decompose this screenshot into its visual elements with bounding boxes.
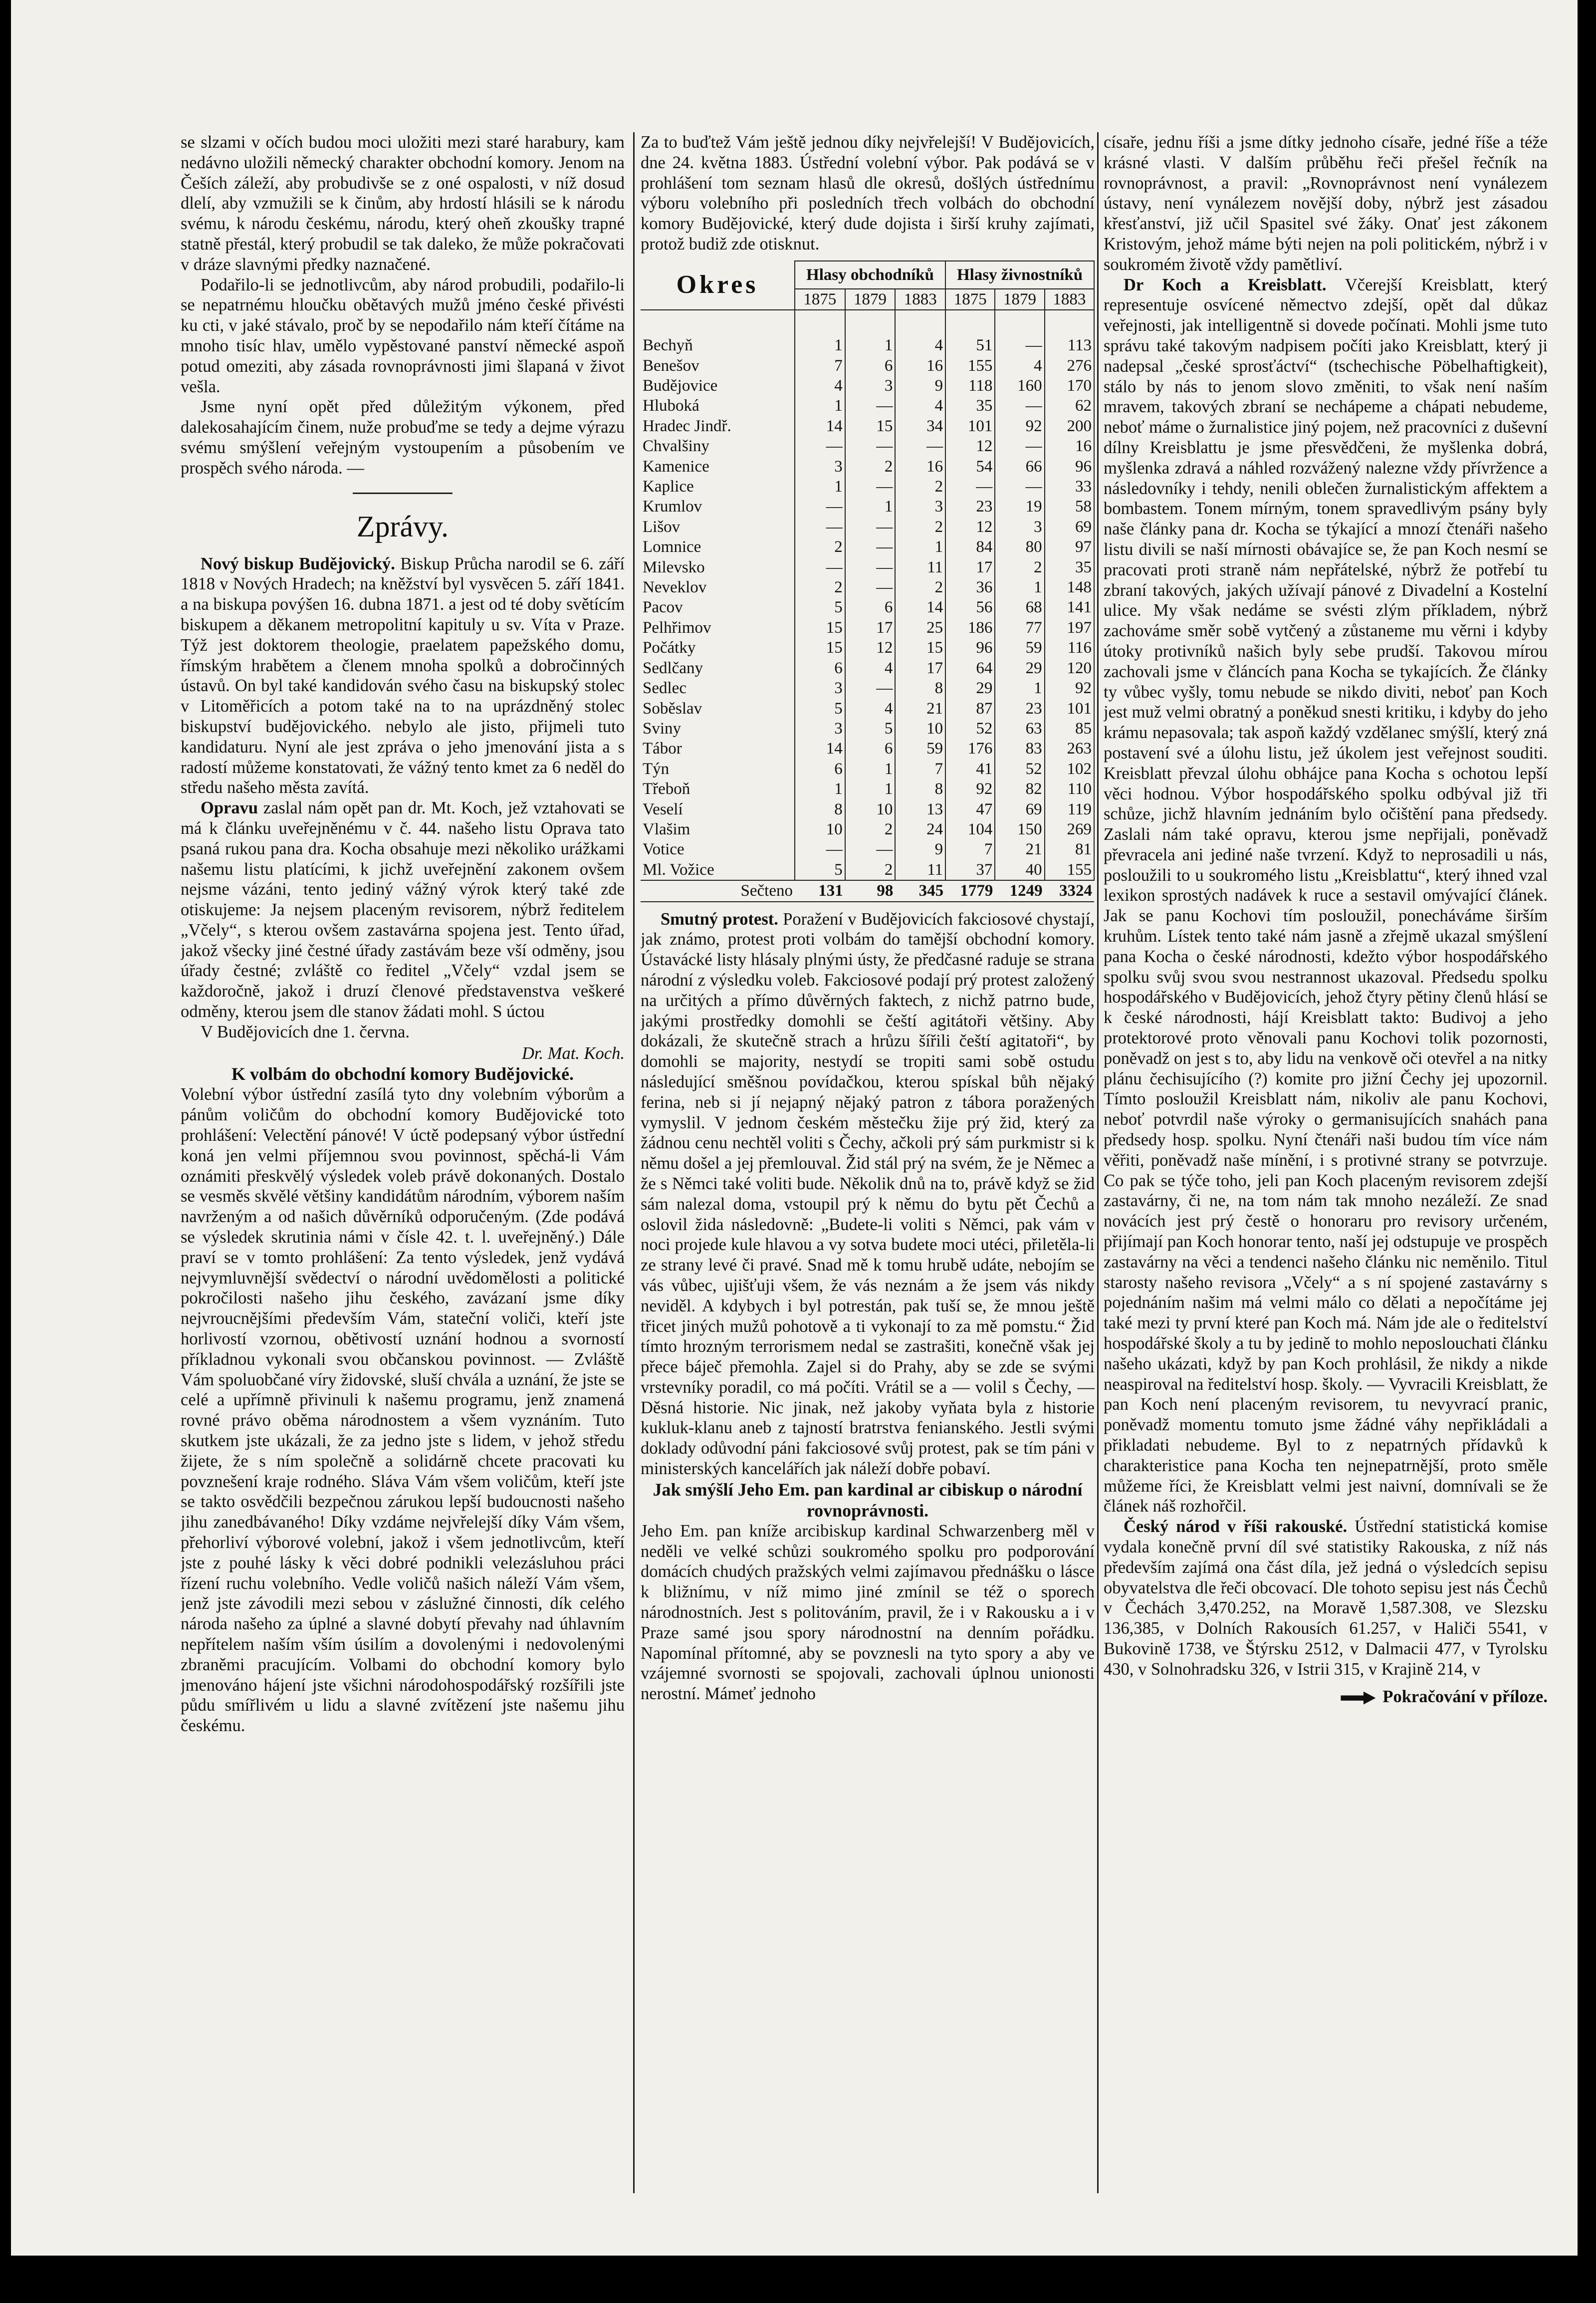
table-cell-value: 176 [945, 739, 995, 759]
table-cell-value: 25 [895, 618, 945, 638]
table-cell-value: 200 [1045, 416, 1094, 436]
table-cell-value: 69 [1045, 517, 1094, 537]
table-cell-value: 63 [995, 719, 1044, 739]
table-row [641, 618, 1094, 638]
table-cell-value: 113 [1045, 335, 1094, 355]
table-cell-value: 1 [845, 759, 896, 779]
table-cell-value: 64 [945, 658, 995, 678]
table-cell-value: 5 [795, 597, 845, 617]
table-header-year: 1875 [795, 289, 845, 310]
table-cell-value: — [845, 537, 896, 557]
table-cell-value: 1 [795, 477, 845, 497]
table-cell-value: 14 [895, 597, 945, 617]
table-cell-value: 40 [995, 860, 1044, 880]
table-cell-value: 15 [795, 638, 845, 658]
table-header-year: 1879 [845, 289, 896, 310]
paragraph-opening: se slzami v očích budou moci uložiti mezi staré harabury, kam nedávno uložili německý charakter obchodní komory. Jenom na Češích záleží, aby probudivše se z oné ospalosti, v níž dosud dlelí, aby vzmužili se k činům, aby hrdostí hlásili se k národu svému, k národu českému, národu, který oheň zkoušky trapné statně přestál, který probudil se tak daleko, že může pokračovati v dráze slavnými předky naznačené. [181, 133, 625, 274]
table-cell-value: — [995, 396, 1044, 416]
table-cell-okres: Chvalšiny [641, 436, 795, 456]
table-row [641, 356, 1094, 376]
table-cell-value: 96 [945, 638, 995, 658]
table-cell-value: 197 [1045, 618, 1094, 638]
table-cell-value: 19 [995, 497, 1044, 516]
table-cell-value: 1 [995, 577, 1044, 597]
table-cell-value: 4 [795, 376, 845, 396]
table-row [641, 436, 1094, 456]
table-cell-value: 83 [995, 739, 1044, 759]
table-sum-cell: 1779 [945, 880, 995, 901]
table-cell-okres: Benešov [641, 356, 795, 376]
table-cell-okres: Milevsko [641, 557, 795, 577]
table-row [641, 376, 1094, 396]
article-body: Poražení v Budějovicích fakciosové chystají, jak známo, protest proti volbám do tamější obchodní komory. Ústavácké listy hlásaly plnými ústy, že předčasné raduje se strana národní z výsledku voleb. Fakciosové podají prý protest založený na určitých a přímo důvěrných faktech, z nichž patrno bude, jakými prostředky domohli se čeští agitátoři většiny. Aby dokázali, že skutečně strach a hrůzu šířili čeští agitatoři“, by domohli se majority, nestydí se tropiti sami sobě ostudu následující směšnou povídačkou, kterou spískal bůh nějaký ferina, neb si jí nejapný nějaký patron z tábora poražených vymyslil. V jednom českém městečku žije prý žid, který za žádnou cenu nechtěl voliti s Čechy, ačkoli prý sám purkmistr si k němu došel a jej přemlouval. Žid stál prý na svém, že je Němec a že s Němci také voliti bude. Několik dnů na to, právě když se žid sám nalezal doma, vstoupil prý k němu do bytu pět Čechů a oslovil žida následovně: „Budete-li voliti s Němci, pak vám v noci projede kule hlavou a vy sotva budete moci utéci, přiletěla-li ze strany levé či pravé. Snad mě k tomu hrubě udáte, nebojím se vás vůbec, ujišťuji všem, že vás neznám a že jsem vás nikdy neviděl. A kdybych i byl potrestán, pak tuší se, že mnou ještě třicet jiných mužů pohotově a ti vykonají to za mě pomstu.“ Žid tímto hrozným terrorismem nedal se zastrašiti, konečně však jej přece báječ přemohla. Zajel si do Prahy, aby se zde se svými vrstevníky poradil, co má počíti. Vrátil se a — volil s Čechy, — Děsná historie. Nic jinak, než jakoby vyňata byla z historie kukluk-klanu aneb z tajností bratrstva fenianského. Jestli svými doklady odůvodní páni fakciosové svůj protest, pak se tím páni v ministerských kancelářích jak náleží dobře pobaví. [641, 909, 1095, 1479]
table-cell-okres: Počátky [641, 638, 795, 658]
paragraph-vyzva: Jsme nyní opět před důležitým výkonem, před dalekosahajícím činem, nuže probuďme se tedy a dejme výrazu svému smýšlení veřejným vystoupením a působením ve prospěch svého národa. — [181, 397, 625, 478]
table-header-okres: Okres [641, 261, 795, 310]
table-cell-value: 6 [845, 739, 896, 759]
table-row [641, 638, 1094, 658]
table-cell-value: 8 [895, 779, 945, 799]
table-row [641, 335, 1094, 355]
table-cell-value: 29 [995, 658, 1044, 678]
table-cell-value: 6 [845, 597, 896, 617]
table-cell-value: 52 [945, 719, 995, 739]
table-row [641, 658, 1094, 678]
table-cell-value: 15 [795, 618, 845, 638]
table-cell-value: — [945, 477, 995, 497]
table-cell-value: 150 [995, 819, 1044, 839]
table-cell-value: 23 [945, 497, 995, 516]
column-left [181, 132, 625, 2208]
table-cell-value: 119 [1045, 799, 1094, 819]
table-row [641, 719, 1094, 739]
paragraph-dekovani: Za to buďtež Vám ještě jednou díky nejvřelejší! V Budějovicích, dne 24. května 1883. Ústřední volební výbor. Pak podává se v prohlášení tom seznam hlasů dle okresů, došlých ústřednímu výboru volebního při posledních třech volbách do obchodní komory Budějovické, který dude dojista i širší kruhy zajímati, protož budiž zde otisknut. [641, 133, 1095, 254]
table-cell-value: 92 [995, 416, 1044, 436]
table-row [641, 759, 1094, 779]
article-heading: Český národ v říši rakouské. [1124, 1517, 1348, 1536]
table-cell-okres: Krumlov [641, 497, 795, 516]
table-cell-value: 2 [895, 477, 945, 497]
table-cell-value: 269 [1045, 819, 1094, 839]
paragraph-rovnopravnost: císaře, jednu říši a jsme dítky jednoho císaře, jedné říše a téže krásné vlasti. V dalším průběhu řeči přešel řečník na rovnoprávnost, a pravil: „Rovnoprávnost není vynálezem ústavy, není vynálezem novější doby, nýbrž jest zásadou křesťanství, již učil Spasitel své žáky. Onať jest zákonem Kristovým, jehož máme býti nejen na poli politickém, nýbrž i v soukromém životě vždy pamětliví. [1104, 133, 1548, 274]
table-cell-okres: Sviny [641, 719, 795, 739]
table-cell-value: 2 [845, 457, 896, 477]
table-cell-value: — [845, 557, 896, 577]
table-cell-okres: Hluboká [641, 396, 795, 416]
table-cell-value: 35 [945, 396, 995, 416]
table-sum-cell: 345 [895, 880, 945, 901]
table-cell-value: 3 [895, 497, 945, 516]
table-cell-value: 51 [945, 335, 995, 355]
table-cell-value: 92 [1045, 678, 1094, 698]
article-smutny-protest [641, 909, 1095, 1479]
table-cell-value: 6 [795, 759, 845, 779]
table-cell-value: 3 [795, 719, 845, 739]
section-divider [353, 493, 453, 494]
table-cell-value: 96 [1045, 457, 1094, 477]
table-cell-value: 1 [795, 779, 845, 799]
table-cell-value: 8 [895, 678, 945, 698]
table-cell-value: 5 [845, 719, 896, 739]
table-cell-value: 155 [1045, 860, 1094, 880]
table-sum-cell: 131 [795, 880, 845, 901]
table-row [641, 396, 1094, 416]
table-cell-value: 81 [1045, 839, 1094, 859]
table-cell-value: 58 [1045, 497, 1094, 516]
table-cell-value: 82 [995, 779, 1044, 799]
table-cell-okres: Pelhřimov [641, 618, 795, 638]
table-row [641, 477, 1094, 497]
table-cell-value: — [895, 436, 945, 456]
column-middle [641, 132, 1095, 2208]
table-cell-value: 263 [1045, 739, 1094, 759]
table-cell-value: 110 [1045, 779, 1094, 799]
table-cell-value: 21 [895, 699, 945, 719]
table-cell-value: 34 [895, 416, 945, 436]
table-cell-value: 97 [1045, 537, 1094, 557]
table-cell-value: 12 [945, 436, 995, 456]
table-cell-value: 2 [845, 819, 896, 839]
table-cell-okres: Votice [641, 839, 795, 859]
table-row [641, 779, 1094, 799]
table-cell-okres: Neveklov [641, 577, 795, 597]
table-cell-value: 17 [895, 658, 945, 678]
table-cell-okres: Lišov [641, 517, 795, 537]
pointing-hand-icon [1341, 1692, 1375, 1705]
table-cell-value: — [995, 335, 1044, 355]
table-row [641, 699, 1094, 719]
table-cell-value: 56 [945, 597, 995, 617]
table-row [641, 799, 1094, 819]
table-cell-value: 54 [945, 457, 995, 477]
article-body: Včerejší Kreisblatt, který representuje osvícené němectvo zdejší, opět dal důkaz veřejnosti, jak intelligentně si dovede počínati. Mohli jsme tuto správu také takovým nadpisem počíti jako Kreisblatt, který ji nadepsal „české sprosťáctví“ (tschechische Pöbelhaftigkeit), stálo by nás to jenom slovo změniti, to však není naším mravem, takových zbraní se nechápeme a chápati nebudeme, neboť máme o žurnalistice jiný pojem, než pracovníci z duševní dílny Kreisblattu je jsme přesvědčeni, že myšlenka dobrá, myšlenka zdravá a náhled rozvážený nalezne vždy přívržence a následovníky i tehdy, nenili oblečen žurnalistickým affektem a bombastem. Tonem mírným, tonem spravedlivým psány byly naše články pana dr. Kocha se týkající a mnozí čtenáři našeho listu divili se naší mírnosti obávajíce se, že pan Koch nesmí se pracovati proti straně nám nepřátelské, nýbrž že potřebí tu zbraní takových, jakých užívají pánové z Divadelní a Kostelní ulice. My však nedáme se svésti zlým příkladem, nýbrž zachováme směr sobě vytčený a zůstaneme mu věrni i kdyby útoky protivníků našich byly sebe prudší. Takovou mírou zachovali jsme v článcích pana Kocha se tykajících. Že články ty vůbec vyšly, tomu nebude se nikdo diviti, neboť pan Koch jest muž velmi obratný a poněkud snesti kritiku, i kdyby do jeho krámu nepasovala; tak aspoň každý vzdělanec smýšlí, který zná postavení své a úlohu listu, jež úkolem jest veřejnost souditi. Kreisblatt převzal úlohu obhájce pana Kocha s ochotou lepší věci hodnou. Výbor hospodářského spolku odbýval již tři schůze, jichž hlavním jednáním bylo očištění pana předsedy. Zaslali nám také opravu, kterou jsme nepřijali, poněvadž převracela ani jediné naše tvrzení. Když to neprosadili u nás, posloužili to u soukromého listu „Kreisblattu“, který ihned vzal lexikon sprostých nadávek k ruce a sestavil omývající článek. Jak se panu Kochovi tím posloužil, ponecháváme širším kruhům. Lístek tento také nám jasně a zřejmě ukazal smýšlení pana Kocha o české národnosti, kdežto výbor hospodářského spolku svůj svou svou nestrannost ukazoval. Předsedu spolku hospodářského v Budějovicích, jehož čtyry pětiny členů hlásí se k české národnosti, hájí Kreisblatt takto: Budivoj a jeho protektorové proto věnovali panu Kochovi tolik pozornosti, poněvadž on jest s to, aby lidu na venkově oči otevřel a na nitky plánu čechisujícího (?) komite pro jižní Čechy jej upozornil. Tímto posloužil Kreisblatt nám, nikoliv ale panu Kochovi, neboť potvrdil naše výroky o germanisujících snahách pana předsedy hosp. spolku. Nyní čtenáři naši budou tím více nám věřiti, poněvadž naše mínění, i s protivné strany se potvrzuje. Co pak se týče toho, jeli pan Koch placeným revisorem zdejší zastavárny, či ne, na tom nám tak mnoho nezáleží. Ze snad novácích jest prý čestě o honoraru pro revisory určeném, přijímají pan Koch honorar tento, naší jej odstupuje ve prospěch zastavárny na věci a tendenci našeho článku nic neměnilo. Titul starosty našeho revisora „Včely“ a s ní spojené zastavárny s pojednáním našim má velmi málo co dělati a nepočítáme jej také mezi ty první které pan Koch má. Nám jde ale o ředitelství hospodářské školy a tu by jedině to mohlo neposlouchati článku našeho ukázati, když by pan Koch prohlásil, že nikdy a nikde neaspiroval na ředitelství hosp. školy. — Vyvracili Kreisblatt, že pan Koch není placeným revisorem, tu nevyvrací pranic, poněvadž momentu tomuto jsme žádné váhy nepřikládali a přikladati nebudeme. Byl to z nepatrných přídavků k charakteristice pana Kocha ten nejnepatrnější, proto směle můžeme říci, že Kreisblatt velmi jest naivní, domnívali se že článek náš rozhořčil. [1104, 275, 1548, 1516]
table-cell-value: 160 [995, 376, 1044, 396]
table-header-zivnostniku: Hlasy živnostníků [945, 261, 1094, 289]
table-row [641, 839, 1094, 859]
article-volby: Volební výbor ústřední zasílá tyto dny volebním výborům a pánům voličům do obchodní komory Budějovické toto prohlášení: Velectění pánové! V úctě podepsaný výbor ústřední koná jen velmi příjemnou svou povinnost, spěchá-li Vám oznámiti přeskvělý výsledek voleb právě dokonaných. Dostalo se vesměs skvělé většiny kandidátům národním, výborem naším navrženým a od našich důvěrníků odporučeným. (Zde podává se výsledek skrutinia námi v čísle 42. t. l. uveřejněný.) Dále praví se v tomto prohlášení: Za tento výsledek, jenž vydává nejvymluvnější svědectví o národní uvědomělosti a politické pokročilosti našeho jihu českého, zavázaní jsme díky nejvroucnějšími především Vám, stateční voliči, kteří jste horlivostí vzornou, obětivostí uznání hodnou a svorností příkladnou vykonali svou občanskou povinnost. — Zvláště Vám spoluobčané víry židovské, sluší chvála a uznání, že jste se celé a upřímně přivinuli k našemu programu, jenž znamená rovné právo oběma národnostem a všem vyznáním. Tuto skutkem jste ukázali, že za jedno jste s lidem, v jehož středu žijete, že s ním společně a solidárně chcete pracovati ku povznešení kraje rodného. Sláva Vám všem voličům, kteří jste se takto osvědčili bezpečnou zárukou lepší budoucnosti našeho jihu zanedbávaného! Díky vzdáme nejvřelejší díky Vám všem, přehorliví výborové volební, jakož i všem jednotlivcům, kteří jste z pouhé lásky k věci dobré podnikli velezásluhou práci řízení ruchu volebního. Vedle voličů našich náleží Vám všem, jenž jste závodili mezi sebou v záslužné činnosti, dík celého národa našeho za úplné a slavné dobytí převahy nad úhlavním nepřítelem naším vším úsilím a dovolenými i nedovolenými zbraněmi pracujícím. Volbami do obchodní komory bylo jmenováno hájení jste všichni národohospodářský rozšířili jste půdu smířlivém u lidu a slavné zvítězení jste našemu jihu českému. [181, 1085, 625, 1736]
table-cell-value: 14 [795, 416, 845, 436]
article-heading-kardinal: Jak smýšlí Jeho Em. pan kardinal ar cibiskup o národní rovnoprávnosti. [653, 1479, 1083, 1521]
table-cell-value: 87 [945, 699, 995, 719]
scan-border [0, 2256, 1596, 2303]
table-cell-value: 29 [945, 678, 995, 698]
table-cell-value: — [995, 477, 1044, 497]
table-cell-value: 10 [845, 799, 896, 819]
table-cell-value: 8 [795, 799, 845, 819]
table-body [641, 310, 1094, 880]
table-cell-value: 6 [795, 658, 845, 678]
table-cell-value: 35 [1045, 557, 1094, 577]
table-cell-value: 1 [795, 335, 845, 355]
table-cell-value: 9 [895, 376, 945, 396]
table-cell-value: 80 [995, 537, 1044, 557]
table-row [641, 739, 1094, 759]
table-cell-value: 104 [945, 819, 995, 839]
table-cell-value: 16 [895, 356, 945, 376]
article-body: zaslal nám opět pan dr. Mt. Koch, jež vztahovati se má k článku uveřejněnému v č. 44. našeho listu Oprava tato psaná rukou pana dra. Kocha obsahuje mezi několiko urážkami našemu listu platícími, k jichž uveřejnění zakonem ovšem nejsme vázáni, tento jediný vážný výrok který také zde otiskujeme: Ja nejsem placeným revisorem, nýbrž ředitelem „Včely“, s kterou ovšem zastavárna spojena jest. Tento úřad, jakož všecky jiné čestné úřady zastávám beze vší odměny, jsou úřady čestné; zvláště co ředitel „Včely“ vzdal jsem se každoročně, jakož i druzí členové představenstva veškeré odměny, kterou jsem dle stanov žádati mohl. S úctou [181, 798, 625, 1022]
table-cell-value: 69 [995, 799, 1044, 819]
table-cell-value: 52 [995, 759, 1044, 779]
table-cell-value: 17 [845, 618, 896, 638]
vote-table [641, 260, 1095, 902]
table-sum-cell: 98 [845, 880, 896, 901]
paragraph-probuzeni: Podařilo-li se jednotlivcům, aby národ probudili, podařilo-li se nepatrnému hloučku obětavých mužů jméno české přivésti ku cti, v jaké stávalo, proč by se nepodařilo nám kteří čítáme na mnoho tisíc hlav, umělo vypěstované panství německé aspoň potud omeziti, aby zásada rovnoprávnosti jimi šlapaná v život vešla. [181, 275, 625, 396]
table-cell-value: 13 [895, 799, 945, 819]
continuation-text: Pokračování v příloze. [1382, 1687, 1548, 1706]
table-cell-value: 15 [895, 638, 945, 658]
article-oprava [181, 798, 625, 1022]
table-cell-value: 84 [945, 537, 995, 557]
table-cell-okres: Soběslav [641, 699, 795, 719]
table-cell-value: — [795, 436, 845, 456]
table-cell-value: 170 [1045, 376, 1094, 396]
column-rule-right [1097, 132, 1099, 2193]
table-cell-value: 23 [995, 699, 1044, 719]
continuation-note [1104, 1687, 1548, 1707]
table-cell-value: — [995, 436, 1044, 456]
table-cell-value: 120 [1045, 658, 1094, 678]
table-sum-label: Sečteno [641, 880, 795, 901]
table-cell-value: 68 [995, 597, 1044, 617]
table-cell-value: 59 [895, 739, 945, 759]
table-cell-value: 33 [1045, 477, 1094, 497]
article-heading: Smutný protest. [661, 909, 778, 929]
table-row [641, 819, 1094, 839]
table-cell-value: — [845, 678, 896, 698]
table-cell-value: — [845, 517, 896, 537]
table-cell-value: 1 [795, 396, 845, 416]
table-cell-value: 3 [795, 457, 845, 477]
table-cell-value: — [795, 497, 845, 516]
table-cell-value: 148 [1045, 577, 1094, 597]
table-row [641, 457, 1094, 477]
table-cell-value: 4 [995, 356, 1044, 376]
table-cell-value: 7 [945, 839, 995, 859]
table-cell-value: 7 [895, 759, 945, 779]
table-cell-value: 186 [945, 618, 995, 638]
article-heading-volby: K volbám do obchodní komory Budějovické. [231, 1064, 574, 1084]
table-cell-value: 7 [795, 356, 845, 376]
table-cell-okres: Veselí [641, 799, 795, 819]
table-cell-value: 17 [945, 557, 995, 577]
table-cell-okres: Kamenice [641, 457, 795, 477]
article-koch-kreisblatt [1104, 275, 1548, 1517]
table-cell-value: — [845, 436, 896, 456]
table-header-year: 1883 [1045, 289, 1094, 310]
table-header-year: 1875 [945, 289, 995, 310]
table-cell-value: 16 [895, 457, 945, 477]
table-cell-value: — [845, 577, 896, 597]
table-cell-value: — [795, 517, 845, 537]
table-cell-value: — [845, 839, 896, 859]
table-cell-value: 12 [845, 638, 896, 658]
table-cell-value: 41 [945, 759, 995, 779]
table-sum-cell: 1249 [995, 880, 1044, 901]
table-cell-okres: Sedlec [641, 678, 795, 698]
table-cell-value: 116 [1045, 638, 1094, 658]
table-cell-value: 101 [945, 416, 995, 436]
table-cell-okres: Hradec Jindř. [641, 416, 795, 436]
table-cell-okres: Třeboň [641, 779, 795, 799]
table-row [641, 416, 1094, 436]
table-row [641, 597, 1094, 617]
column-right [1104, 132, 1548, 2208]
table-cell-value: 92 [945, 779, 995, 799]
table-row [641, 678, 1094, 698]
table-cell-value: 12 [945, 517, 995, 537]
table-cell-okres: Tábor [641, 739, 795, 759]
newspaper-page [11, 0, 1578, 2303]
table-row [641, 577, 1094, 597]
table-cell-value: 3 [795, 678, 845, 698]
table-row [641, 860, 1094, 880]
table-row [641, 537, 1094, 557]
table-cell-value: 1 [895, 537, 945, 557]
table-cell-value: 3 [995, 517, 1044, 537]
table-cell-value: 2 [895, 517, 945, 537]
table-header-year: 1879 [995, 289, 1044, 310]
article-cesky-narod [1104, 1517, 1548, 1679]
article-novy-biskup [181, 554, 625, 798]
table-cell-value: 14 [795, 739, 845, 759]
table-cell-value: 9 [895, 839, 945, 859]
table-row [641, 557, 1094, 577]
table-cell-value: 85 [1045, 719, 1094, 739]
table-cell-value: 10 [895, 719, 945, 739]
table-header-obchodniku: Hlasy obchodníků [795, 261, 945, 289]
table-cell-value: 24 [895, 819, 945, 839]
table-cell-value: 3 [845, 376, 896, 396]
column-rule-left [633, 132, 635, 2193]
article-body: Ústřední statistická komise vydala konečně první díl své statistiky Rakouska, z níž nás především zajímá ona část díla, jež jedná o výsledcích sepisu obyvatelstva dle řeči obcovací. Dle tohoto sepisu jest nás Čechů v Čechách 3,470.252, na Moravě 1,587.308, ve Slezsku 136,385, v Dolních Rakousích 61.257, v Haliči 5541, v Bukovině 1738, ve Štýrsku 2512, v Dalmacii 477, v Tyrolsku 430, v Solnohradsku 326, v Istrii 315, v Krajině 214, v [1104, 1517, 1548, 1679]
table-cell-value: 21 [995, 839, 1044, 859]
table-cell-value: 2 [795, 577, 845, 597]
table-cell-value: 11 [895, 557, 945, 577]
table-row [641, 497, 1094, 516]
table-cell-value: 4 [845, 658, 896, 678]
dateline: V Budějovicích dne 1. června. [201, 1022, 410, 1041]
table-cell-value: — [795, 839, 845, 859]
table-cell-value: 2 [845, 860, 896, 880]
article-heading: Nový biskup Budějovický. [201, 554, 395, 573]
table-cell-value: 118 [945, 376, 995, 396]
table-cell-okres: Lomnice [641, 537, 795, 557]
article-heading: Dr Koch a Kreisblatt. [1124, 275, 1327, 294]
table-cell-value: 36 [945, 577, 995, 597]
table-cell-value: 37 [945, 860, 995, 880]
table-cell-value: 1 [845, 779, 896, 799]
table-cell-value: 2 [995, 557, 1044, 577]
table-cell-value: 1 [995, 678, 1044, 698]
table-cell-value: 101 [1045, 699, 1094, 719]
table-cell-value: 10 [795, 819, 845, 839]
table-row [641, 517, 1094, 537]
table-cell-value: 6 [845, 356, 896, 376]
table-cell-value: 62 [1045, 396, 1094, 416]
table-cell-value: 4 [895, 335, 945, 355]
table-cell-value: 4 [895, 396, 945, 416]
table-cell-value: 2 [795, 537, 845, 557]
table-cell-okres: Ml. Vožice [641, 860, 795, 880]
table-cell-value: 5 [795, 699, 845, 719]
table-cell-value: 5 [795, 860, 845, 880]
table-cell-value: 66 [995, 457, 1044, 477]
table-cell-value: 16 [1045, 436, 1094, 456]
table-cell-value: 1 [845, 497, 896, 516]
table-cell-value: 141 [1045, 597, 1094, 617]
table-cell-value: 77 [995, 618, 1044, 638]
table-header-year: 1883 [895, 289, 945, 310]
table-row-sum [641, 880, 1094, 901]
section-title-zpravy: Zprávy. [356, 510, 449, 543]
article-kardinal: Jeho Em. pan kníže arcibiskup kardinal Schwarzenberg měl v neděli ve velké schůzi soukromého spolku pro podporování domácích chudých pražských velmi zajímavou přednášku o lásce k bližnímu, v níž mimo jiné zmínil se též o sporech národnostních. Jest s politováním, pravil, že i v Rakousku a i v Praze samé jsou spory národnostní na denním pořádku. Napomínal přítomné, aby se povznesli na tyto spory a aby ve vzájemné svornosti se spojovali, zachovali úplnou unionosti nerostní. Mámeť jednoho [641, 1521, 1095, 1704]
table-cell-value: 15 [845, 416, 896, 436]
table-cell-okres: Týn [641, 759, 795, 779]
table-cell-okres: Vlašim [641, 819, 795, 839]
table-cell-okres: Bechyň [641, 335, 795, 355]
table-sum-cell: 3324 [1045, 880, 1094, 901]
table-cell-value: 47 [945, 799, 995, 819]
signature: Dr. Mat. Koch. [521, 1043, 625, 1063]
article-body: Biskup Průcha narodil se 6. září 1818 v Nových Hradech; na kněžství byl vysvěcen 5. září 1841. a na biskupa povýšen 16. dubna 1871. a jest od té doby světícím biskupem a děkanem metropolitní kapituly u sv. Víta v Praze. Týž jest doktorem theologie, praelatem papežského domu, římským hrabětem a členem mnoha spolků a dobročinných ústavů. On byl také kandidován svého času na biskupský stolec v Litoměřicích a potom také na to na uprázdněný stolec biskupství budějovického. nebylo ale jisto, přijmeli tuto kandidaturu. Nyní ale jest zpráva o jeho jmenování jista a s radostí můžeme konstatovati, že vážný tento kmet za 6 neděl do středu našeho města zavítá. [181, 554, 625, 797]
table-cell-value: 4 [845, 699, 896, 719]
table-cell-value: 1 [845, 335, 896, 355]
table-cell-okres: Sedlčany [641, 658, 795, 678]
table-cell-value: 2 [895, 577, 945, 597]
table-cell-value: — [795, 557, 845, 577]
article-heading: Opravu [201, 798, 258, 818]
table-cell-okres: Pacov [641, 597, 795, 617]
table-cell-value: — [845, 477, 896, 497]
table-cell-value: 59 [995, 638, 1044, 658]
table-cell-okres: Kaplice [641, 477, 795, 497]
table-cell-value: 155 [945, 356, 995, 376]
table-cell-value: 11 [895, 860, 945, 880]
table-cell-value: 102 [1045, 759, 1094, 779]
table-cell-value: — [845, 396, 896, 416]
table-cell-okres: Budějovice [641, 376, 795, 396]
table-cell-value: 276 [1045, 356, 1094, 376]
